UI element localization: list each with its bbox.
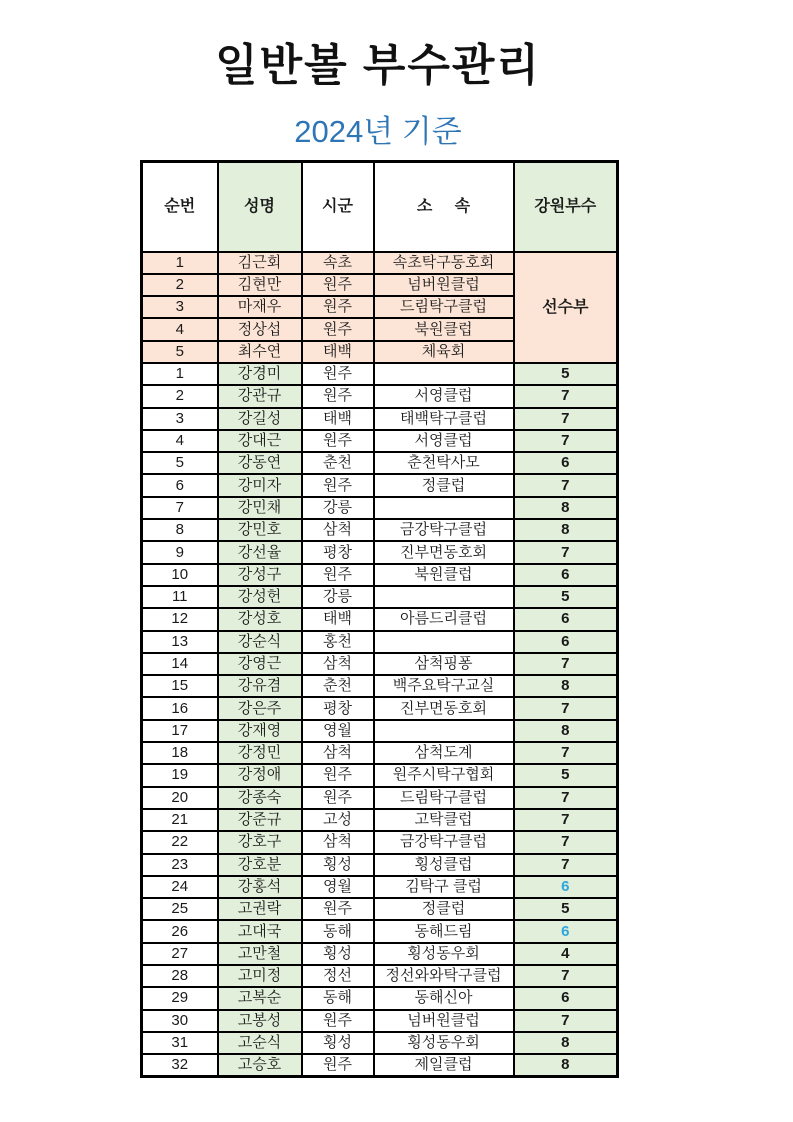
member-row (142, 385, 618, 407)
member-row (142, 720, 618, 742)
cell-name: 고권락 (218, 898, 302, 920)
member-row (142, 675, 618, 697)
cell-no: 14 (142, 653, 218, 675)
cell-city: 삼척 (302, 519, 374, 541)
cell-club: 속초탁구동호회 (374, 252, 514, 274)
cell-no: 5 (142, 341, 218, 363)
cell-no: 18 (142, 742, 218, 764)
cell-level: 7 (514, 541, 618, 563)
cell-city: 태백 (302, 408, 374, 430)
cell-name: 고대국 (218, 920, 302, 942)
member-row (142, 787, 618, 809)
cell-no: 3 (142, 296, 218, 318)
cell-no: 2 (142, 385, 218, 407)
cell-name: 강정민 (218, 742, 302, 764)
cell-city: 홍천 (302, 631, 374, 653)
member-row (142, 943, 618, 965)
cell-club (374, 497, 514, 519)
cell-club: 넘버원클럽 (374, 274, 514, 296)
cell-name: 강경미 (218, 363, 302, 385)
cell-no: 21 (142, 809, 218, 831)
cell-club: 북원클럽 (374, 564, 514, 586)
cell-name: 고봉성 (218, 1010, 302, 1032)
cell-name: 강준규 (218, 809, 302, 831)
cell-level: 8 (514, 497, 618, 519)
cell-no: 19 (142, 764, 218, 786)
cell-level: 6 (514, 920, 618, 942)
cell-club: 드림탁구클럽 (374, 787, 514, 809)
cell-city: 횡성 (302, 854, 374, 876)
cell-no: 8 (142, 519, 218, 541)
cell-level: 7 (514, 697, 618, 719)
cell-club: 백주요탁구교실 (374, 675, 514, 697)
cell-no: 3 (142, 408, 218, 430)
cell-club: 아름드리클럽 (374, 608, 514, 630)
member-row (142, 697, 618, 719)
cell-level: 8 (514, 1032, 618, 1054)
cell-no: 17 (142, 720, 218, 742)
cell-city: 삼척 (302, 831, 374, 853)
cell-name: 강민호 (218, 519, 302, 541)
cell-no: 20 (142, 787, 218, 809)
cell-no: 1 (142, 252, 218, 274)
player-group-label: 선수부 (514, 252, 618, 363)
cell-level: 7 (514, 742, 618, 764)
cell-club: 태백탁구클럽 (374, 408, 514, 430)
cell-club: 진부면동호회 (374, 697, 514, 719)
cell-name: 강미자 (218, 474, 302, 496)
cell-name: 김근회 (218, 252, 302, 274)
cell-name: 강성헌 (218, 586, 302, 608)
cell-name: 고만철 (218, 943, 302, 965)
cell-club: 횡성동우회 (374, 1032, 514, 1054)
cell-name: 강동연 (218, 452, 302, 474)
cell-city: 삼척 (302, 742, 374, 764)
member-row (142, 519, 618, 541)
cell-name: 강재영 (218, 720, 302, 742)
member-row (142, 764, 618, 786)
cell-club: 김탁구 클럽 (374, 876, 514, 898)
cell-name: 마재우 (218, 296, 302, 318)
col-header-level: 강원부수 (514, 162, 618, 252)
cell-no: 27 (142, 943, 218, 965)
cell-city: 원주 (302, 318, 374, 340)
cell-city: 원주 (302, 430, 374, 452)
cell-no: 22 (142, 831, 218, 853)
cell-city: 동해 (302, 920, 374, 942)
cell-no: 5 (142, 452, 218, 474)
cell-city: 원주 (302, 898, 374, 920)
roster-table (140, 160, 619, 1078)
cell-city: 춘천 (302, 452, 374, 474)
member-row (142, 898, 618, 920)
cell-no: 4 (142, 430, 218, 452)
header-row (142, 162, 618, 252)
cell-city: 원주 (302, 1010, 374, 1032)
cell-city: 원주 (302, 296, 374, 318)
col-header-club: 소 속 (374, 162, 514, 252)
cell-level: 6 (514, 608, 618, 630)
cell-city: 고성 (302, 809, 374, 831)
cell-club: 정클럽 (374, 474, 514, 496)
member-row (142, 1054, 618, 1076)
cell-club: 삼척핑퐁 (374, 653, 514, 675)
cell-club: 넘버원클럽 (374, 1010, 514, 1032)
cell-city: 원주 (302, 1054, 374, 1076)
member-row (142, 541, 618, 563)
cell-no: 16 (142, 697, 218, 719)
cell-level: 5 (514, 898, 618, 920)
cell-no: 29 (142, 987, 218, 1009)
member-row (142, 564, 618, 586)
cell-name: 강영근 (218, 653, 302, 675)
cell-no: 11 (142, 586, 218, 608)
cell-name: 강선율 (218, 541, 302, 563)
cell-club: 원주시탁구협회 (374, 764, 514, 786)
cell-name: 고복순 (218, 987, 302, 1009)
cell-club: 북원클럽 (374, 318, 514, 340)
cell-no: 9 (142, 541, 218, 563)
cell-level: 6 (514, 631, 618, 653)
cell-name: 강대근 (218, 430, 302, 452)
cell-club (374, 586, 514, 608)
cell-no: 7 (142, 497, 218, 519)
cell-level: 5 (514, 586, 618, 608)
cell-level: 7 (514, 408, 618, 430)
cell-name: 강종숙 (218, 787, 302, 809)
cell-club: 횡성클럽 (374, 854, 514, 876)
member-row (142, 430, 618, 452)
cell-no: 1 (142, 363, 218, 385)
cell-name: 강유겸 (218, 675, 302, 697)
cell-name: 최수연 (218, 341, 302, 363)
cell-no: 2 (142, 274, 218, 296)
cell-name: 강호구 (218, 831, 302, 853)
cell-club: 정클럽 (374, 898, 514, 920)
cell-no: 31 (142, 1032, 218, 1054)
cell-level: 4 (514, 943, 618, 965)
cell-level: 7 (514, 787, 618, 809)
cell-level: 7 (514, 430, 618, 452)
cell-name: 강관규 (218, 385, 302, 407)
cell-no: 26 (142, 920, 218, 942)
member-row (142, 363, 618, 385)
cell-city: 횡성 (302, 943, 374, 965)
col-header-city: 시군 (302, 162, 374, 252)
cell-city: 원주 (302, 474, 374, 496)
cell-level: 7 (514, 385, 618, 407)
cell-no: 28 (142, 965, 218, 987)
cell-level: 8 (514, 1054, 618, 1076)
cell-name: 김현만 (218, 274, 302, 296)
cell-name: 강민채 (218, 497, 302, 519)
cell-no: 15 (142, 675, 218, 697)
cell-club: 정선와와탁구클럽 (374, 965, 514, 987)
cell-level: 7 (514, 474, 618, 496)
cell-name: 강순식 (218, 631, 302, 653)
member-row (142, 474, 618, 496)
cell-level: 7 (514, 831, 618, 853)
cell-no: 25 (142, 898, 218, 920)
cell-level: 8 (514, 675, 618, 697)
cell-club (374, 363, 514, 385)
cell-city: 영월 (302, 720, 374, 742)
cell-name: 강성구 (218, 564, 302, 586)
cell-city: 평창 (302, 541, 374, 563)
member-row (142, 608, 618, 630)
cell-club: 동해신아 (374, 987, 514, 1009)
cell-club: 횡성동우회 (374, 943, 514, 965)
member-row (142, 1010, 618, 1032)
cell-city: 횡성 (302, 1032, 374, 1054)
member-row (142, 809, 618, 831)
cell-no: 4 (142, 318, 218, 340)
cell-no: 32 (142, 1054, 218, 1076)
cell-club: 금강탁구클럽 (374, 831, 514, 853)
cell-level: 7 (514, 1010, 618, 1032)
cell-city: 원주 (302, 363, 374, 385)
cell-club: 서영클럽 (374, 385, 514, 407)
cell-name: 강성호 (218, 608, 302, 630)
member-row (142, 653, 618, 675)
cell-city: 삼척 (302, 653, 374, 675)
cell-no: 23 (142, 854, 218, 876)
cell-city: 강릉 (302, 497, 374, 519)
cell-city: 태백 (302, 608, 374, 630)
member-row (142, 831, 618, 853)
cell-club: 동해드림 (374, 920, 514, 942)
cell-club: 고탁클럽 (374, 809, 514, 831)
cell-level: 8 (514, 519, 618, 541)
col-header-name: 성명 (218, 162, 302, 252)
member-row (142, 1032, 618, 1054)
cell-level: 6 (514, 564, 618, 586)
member-row (142, 631, 618, 653)
cell-club: 삼척도계 (374, 742, 514, 764)
member-row (142, 586, 618, 608)
cell-city: 원주 (302, 385, 374, 407)
cell-club: 제일클럽 (374, 1054, 514, 1076)
player-row (142, 252, 618, 274)
cell-city: 정선 (302, 965, 374, 987)
page-subtitle: 2024년 기준 (294, 114, 462, 149)
cell-level: 5 (514, 363, 618, 385)
cell-club: 드림탁구클럽 (374, 296, 514, 318)
cell-name: 강은주 (218, 697, 302, 719)
member-row (142, 854, 618, 876)
cell-no: 10 (142, 564, 218, 586)
cell-club (374, 720, 514, 742)
cell-level: 6 (514, 987, 618, 1009)
cell-club: 서영클럽 (374, 430, 514, 452)
member-row (142, 497, 618, 519)
cell-name: 강호분 (218, 854, 302, 876)
cell-club: 금강탁구클럽 (374, 519, 514, 541)
cell-level: 5 (514, 764, 618, 786)
table-body (142, 252, 618, 1077)
member-row (142, 965, 618, 987)
member-row (142, 742, 618, 764)
cell-city: 원주 (302, 764, 374, 786)
cell-no: 12 (142, 608, 218, 630)
cell-city: 원주 (302, 274, 374, 296)
cell-level: 6 (514, 876, 618, 898)
cell-club: 체육회 (374, 341, 514, 363)
cell-city: 영월 (302, 876, 374, 898)
member-row (142, 408, 618, 430)
col-header-no: 순번 (142, 162, 218, 252)
cell-city: 강릉 (302, 586, 374, 608)
cell-name: 고승호 (218, 1054, 302, 1076)
page-title: 일반볼 부수관리 (215, 41, 541, 90)
cell-level: 7 (514, 809, 618, 831)
cell-name: 강길성 (218, 408, 302, 430)
cell-name: 고순식 (218, 1032, 302, 1054)
cell-city: 춘천 (302, 675, 374, 697)
member-row (142, 876, 618, 898)
cell-no: 30 (142, 1010, 218, 1032)
cell-city: 원주 (302, 787, 374, 809)
cell-level: 7 (514, 653, 618, 675)
cell-city: 동해 (302, 987, 374, 1009)
cell-city: 태백 (302, 341, 374, 363)
cell-name: 고미정 (218, 965, 302, 987)
cell-city: 속초 (302, 252, 374, 274)
cell-name: 강홍석 (218, 876, 302, 898)
cell-city: 원주 (302, 564, 374, 586)
cell-name: 정상섭 (218, 318, 302, 340)
cell-no: 13 (142, 631, 218, 653)
cell-city: 평창 (302, 697, 374, 719)
cell-club: 진부면동호회 (374, 541, 514, 563)
cell-name: 강정애 (218, 764, 302, 786)
member-row (142, 452, 618, 474)
member-row (142, 987, 618, 1009)
cell-level: 7 (514, 965, 618, 987)
cell-level: 6 (514, 452, 618, 474)
member-row (142, 920, 618, 942)
cell-club: 춘천탁사모 (374, 452, 514, 474)
cell-club (374, 631, 514, 653)
cell-level: 8 (514, 720, 618, 742)
cell-no: 6 (142, 474, 218, 496)
cell-no: 24 (142, 876, 218, 898)
cell-level: 7 (514, 854, 618, 876)
